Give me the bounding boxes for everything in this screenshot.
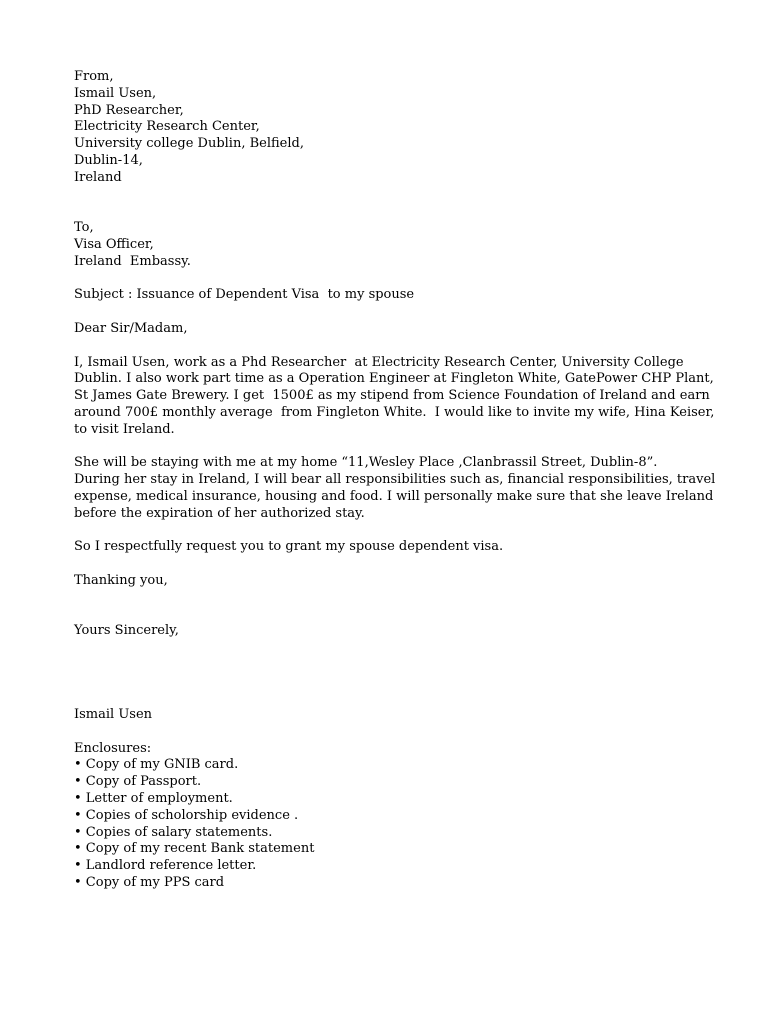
body-line: During her stay in Ireland, I will bear all responsibilities such as, financial responsibilities, travel <box>74 472 716 488</box>
closing-sincerely: Yours Sincerely, <box>74 623 179 639</box>
signer-name: Ismail Usen <box>74 707 153 723</box>
enclosures-list <box>74 757 714 891</box>
body-paragraph-1 <box>74 355 714 439</box>
enclosures-label: Enclosures: <box>74 740 152 756</box>
sender-university: University college Dublin, Belfield, <box>74 136 304 152</box>
spacer <box>74 590 714 624</box>
body-paragraph-2 <box>74 455 714 522</box>
sender-organization: Electricity Research Center, <box>74 119 260 135</box>
signature-space <box>74 640 714 707</box>
from-label: From, <box>74 69 114 84</box>
sender-city: Dublin-14, <box>74 152 143 168</box>
closing-thanks: Thanking you, <box>74 572 168 588</box>
body-line: before the expiration of her authorized stay. <box>74 505 365 521</box>
body-line: Dublin. I also work part time as a Operation Engineer at Fingleton White, GatePower CHP Plant, <box>74 371 714 387</box>
enclosures-block <box>74 741 714 892</box>
recipient-title: Visa Officer, <box>74 236 154 252</box>
spacer <box>74 338 714 355</box>
salutation: Dear Sir/Madam, <box>74 320 188 336</box>
spacer <box>74 439 714 456</box>
spacer <box>74 304 714 321</box>
sender-title: PhD Researcher, <box>74 102 184 118</box>
enclosure-item: • Copy of my PPS card <box>74 875 225 891</box>
enclosure-item: • Letter of employment. <box>74 791 233 807</box>
body-line: to visit Ireland. <box>74 421 175 437</box>
enclosure-item: • Copy of Passport. <box>74 774 202 790</box>
spacer <box>74 724 714 741</box>
from-block <box>74 69 714 187</box>
to-block <box>74 220 714 270</box>
body-line: She will be staying with me at my home “11,Wesley Place ,Clanbrassil Street, Dublin-8”. <box>74 455 658 471</box>
subject-line: Subject : Issuance of Dependent Visa to my spouse <box>74 287 415 303</box>
body-line: around 700£ monthly average from Fingleton White. I would like to invite my wife, Hina Keiser, <box>74 404 715 420</box>
body-paragraph-3: So I respectfully request you to grant my spouse dependent visa. <box>74 539 504 555</box>
enclosure-item: • Copies of salary statements. <box>74 824 273 840</box>
spacer <box>74 187 714 221</box>
recipient-organization: Ireland Embassy. <box>74 253 191 269</box>
sender-name: Ismail Usen, <box>74 85 157 101</box>
enclosure-item: • Copy of my GNIB card. <box>74 757 239 773</box>
spacer <box>74 556 714 573</box>
body-line: expense, medical insurance, housing and food. I will personally make sure that she leave Ireland <box>74 488 714 504</box>
letter-page <box>74 69 714 892</box>
enclosure-item: • Landlord reference letter. <box>74 858 257 874</box>
enclosure-item: • Copy of my recent Bank statement <box>74 841 315 857</box>
body-line: St James Gate Brewery. I get 1500£ as my stipend from Science Foundation of Ireland and earn <box>74 388 710 404</box>
body-line: I, Ismail Usen, work as a Phd Researcher at Electricity Research Center, University College <box>74 354 684 370</box>
to-label: To, <box>74 220 94 236</box>
enclosure-item: • Copies of scholorship evidence . <box>74 807 299 823</box>
spacer <box>74 523 714 540</box>
spacer <box>74 271 714 288</box>
sender-country: Ireland <box>74 169 122 185</box>
